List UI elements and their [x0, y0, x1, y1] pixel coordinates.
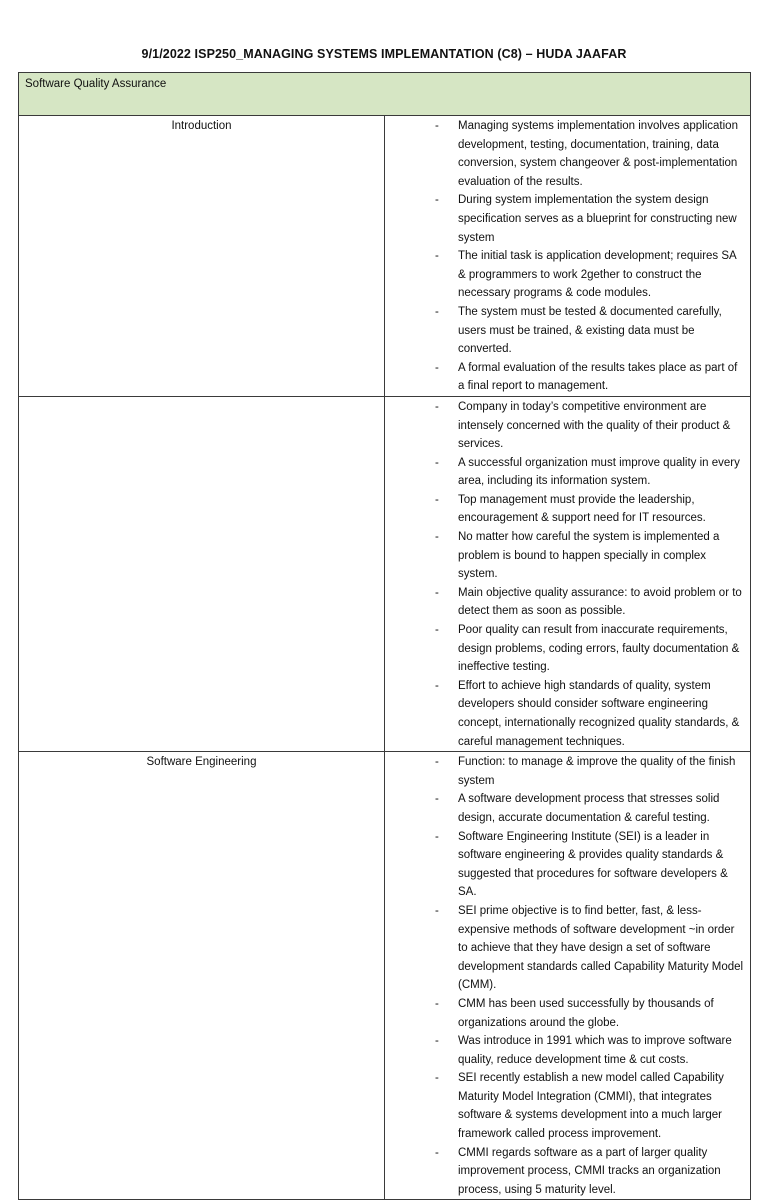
list-item — [385, 621, 750, 677]
list-item-text: A software development process that stresses solid design, accurate documentation & careful testing. — [458, 793, 720, 824]
row-content — [385, 396, 751, 751]
row-label: Introduction — [19, 116, 385, 397]
dash-bullet: - — [435, 904, 439, 917]
list-item — [385, 902, 750, 995]
list-item — [385, 584, 750, 621]
list-item-text: SEI prime objective is to find better, fast, & less-expensive methods of software development ~in order to achieve that they have design a set of software development standards called Capability Maturity Model (CMM). — [458, 904, 744, 992]
list-item — [385, 753, 750, 790]
dash-bullet: - — [435, 250, 439, 263]
bullet-list — [385, 117, 750, 396]
list-item-text: Company in today’s competitive environment are intensely concerned with the quality of their product & services. — [458, 400, 731, 451]
list-item — [385, 398, 750, 454]
dash-bullet: - — [435, 1072, 439, 1085]
list-item-text: A formal evaluation of the results takes place as part of a final report to management. — [458, 361, 738, 393]
table-header-row — [19, 73, 751, 116]
bullet-list — [385, 398, 750, 751]
list-item — [385, 247, 750, 303]
list-item — [385, 828, 750, 902]
list-item — [385, 1144, 750, 1200]
list-item — [385, 1032, 750, 1069]
bullet-list — [385, 753, 750, 1199]
list-item-text: A successful organization must improve quality in every area, including its information system. — [458, 456, 740, 488]
dash-bullet: - — [435, 456, 439, 469]
list-item — [385, 995, 750, 1032]
table-row-introduction — [19, 116, 751, 397]
list-item-text: Managing systems implementation involves application development, testing, documentation, training, data conversion, system changeover & post-implementation evaluation of the results. — [458, 120, 738, 188]
row-label: Software Engineering — [19, 752, 385, 1200]
list-item-text: The system must be tested & documented carefully, users must be trained, & existing data must be converted. — [458, 305, 722, 356]
list-item — [385, 677, 750, 751]
dash-bullet: - — [435, 194, 439, 207]
list-item-text: During system implementation the system design specification serves as a blueprint for constructing new system — [458, 194, 737, 244]
dash-bullet: - — [435, 361, 439, 374]
list-item — [385, 528, 750, 584]
dash-bullet: - — [435, 120, 439, 132]
list-item — [385, 454, 750, 491]
table-header: Software Quality Assurance — [19, 73, 751, 116]
dash-bullet: - — [435, 624, 439, 637]
dash-bullet: - — [435, 1146, 439, 1159]
list-item-text: Effort to achieve high standards of quality, system developers should consider software engineering concept, internationally recognized quality standards, & careful management techniques. — [458, 679, 740, 748]
dash-bullet: - — [435, 830, 439, 843]
dash-bullet: - — [435, 305, 439, 318]
list-item-text: CMM has been used successfully by thousands of organizations around the globe. — [458, 997, 714, 1029]
dash-bullet: - — [435, 493, 439, 506]
list-item-text: The initial task is application development; requires SA & programmers to work 2gether to construct the necessary programs & code modules. — [458, 250, 737, 300]
dash-bullet: - — [435, 531, 439, 544]
list-item-text: Function: to manage & improve the quality of the finish system — [458, 756, 736, 787]
list-item — [385, 491, 750, 528]
page-title: 9/1/2022 ISP250_MANAGING SYSTEMS IMPLEMANTATION (C8) – HUDA JAAFAR — [141, 47, 627, 61]
table-row-quality — [19, 396, 751, 751]
list-item — [385, 117, 750, 191]
list-item-text: Was introduce in 1991 which was to improve software quality, reduce development time & cut costs. — [458, 1035, 732, 1066]
list-item-text: Software Engineering Institute (SEI) is a leader in software engineering & provides quality standards & suggested that procedures for software developers & SA. — [458, 830, 728, 899]
dash-bullet: - — [435, 679, 439, 692]
dash-bullet: - — [435, 756, 439, 769]
table-row-software-engineering — [19, 752, 751, 1200]
list-item — [385, 303, 750, 359]
row-content — [385, 116, 751, 397]
dash-bullet: - — [435, 586, 439, 599]
dash-bullet: - — [435, 997, 439, 1010]
dash-bullet: - — [435, 793, 439, 806]
dash-bullet: - — [435, 1035, 439, 1048]
list-item — [385, 1069, 750, 1143]
row-content — [385, 752, 751, 1200]
list-item-text: No matter how careful the system is implemented a problem is bound to happen specially in complex system. — [458, 531, 720, 581]
list-item-text: Main objective quality assurance: to avoid problem or to detect them as soon as possible. — [458, 586, 742, 618]
list-item-text: CMMI regards software as a part of larger quality improvement process, CMMI tracks an organization process, using 5 maturity level. — [458, 1146, 721, 1196]
list-item — [385, 359, 750, 396]
list-item-text: Poor quality can result from inaccurate requirements, design problems, coding errors, faulty documentation & ineffective testing. — [458, 624, 740, 674]
row-label — [19, 396, 385, 751]
notes-table — [18, 72, 751, 1200]
list-item — [385, 790, 750, 827]
dash-bullet: - — [435, 400, 439, 413]
list-item-text: Top management must provide the leadership, encouragement & support need for IT resources. — [458, 493, 706, 525]
list-item — [385, 191, 750, 247]
list-item-text: SEI recently establish a new model called Capability Maturity Model Integration (CMMI), that integrates software & systems development into a much larger framework called process improvement. — [458, 1072, 724, 1141]
